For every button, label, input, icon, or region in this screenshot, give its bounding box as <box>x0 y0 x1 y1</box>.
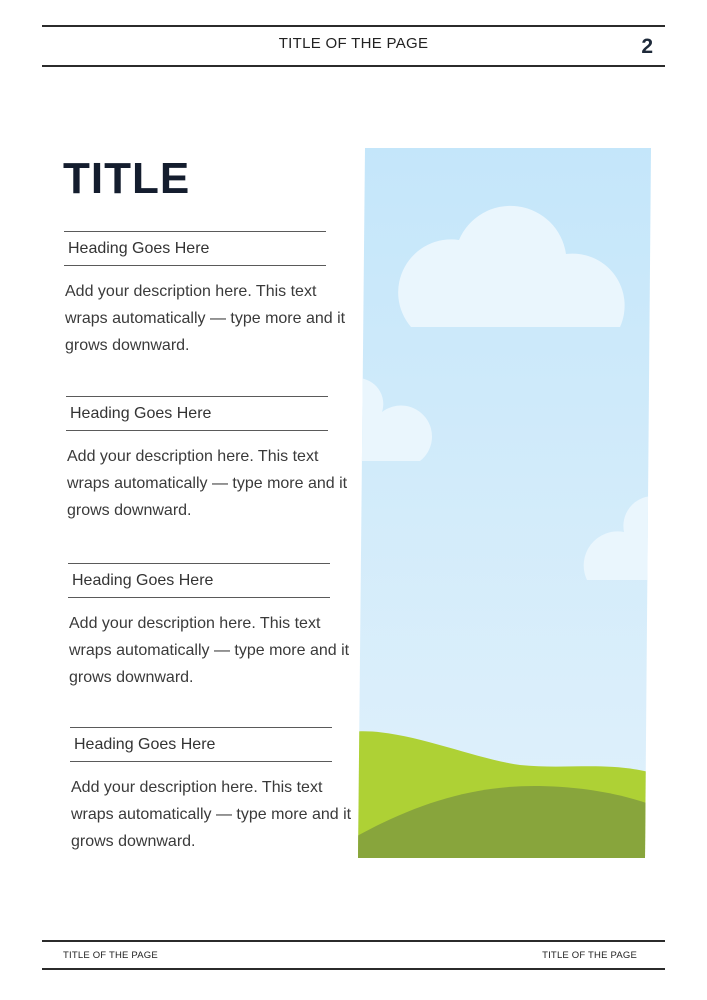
document-title: TITLE <box>63 154 191 203</box>
section-description: Add your description here. This text wraps automatically — type more and it grows downward. <box>71 779 352 850</box>
section-description: Add your description here. This text wraps automatically — type more and it grows downward. <box>65 283 346 354</box>
footer-top-rule <box>42 940 665 942</box>
header-title: TITLE OF THE PAGE <box>278 35 429 52</box>
section-heading: Heading Goes Here <box>72 572 214 589</box>
footer-right-title: TITLE OF THE PAGE <box>542 950 637 961</box>
section-heading: Heading Goes Here <box>74 736 216 753</box>
section-heading: Heading Goes Here <box>68 240 210 257</box>
section-description: Add your description here. This text wraps automatically — type more and it grows downward. <box>69 615 350 686</box>
footer-bottom-rule <box>42 968 665 970</box>
section-heading: Heading Goes Here <box>70 405 212 422</box>
section-description: Add your description here. This text wraps automatically — type more and it grows downward. <box>67 448 348 519</box>
page-number: 2 <box>641 35 653 58</box>
footer-left-title: TITLE OF THE PAGE <box>63 950 158 961</box>
